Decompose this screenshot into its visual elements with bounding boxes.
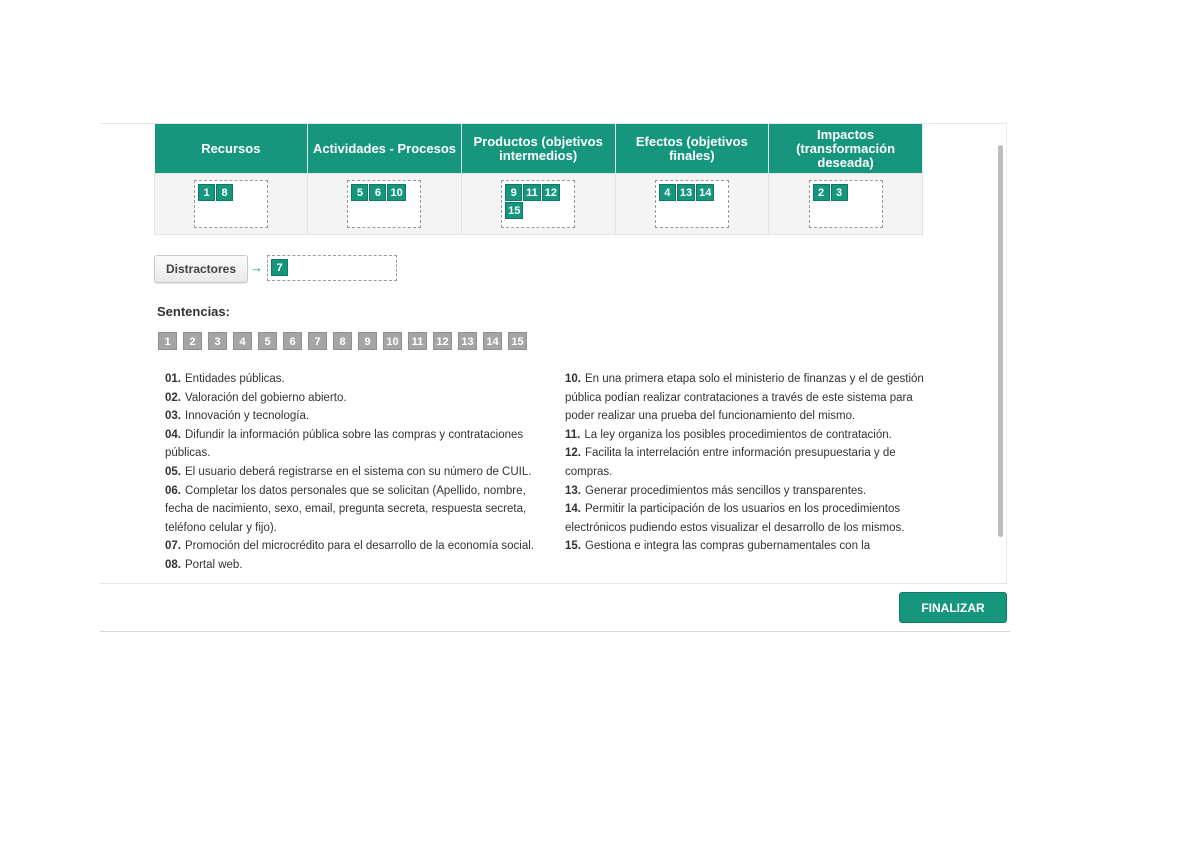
item-number: 05.: [165, 465, 181, 478]
list-item: [165, 556, 553, 575]
item-text: Valoración del gobierno abierto.: [185, 391, 347, 404]
item-text: Entidades públicas.: [185, 373, 285, 385]
item-text: Gestiona e integra las compras gubernamentales con la: [585, 540, 871, 553]
header-actividades: Actividades - Procesos: [308, 124, 462, 174]
scrollbar[interactable]: [998, 145, 1003, 537]
placed-chip[interactable]: 9: [505, 184, 522, 201]
sentence-chip[interactable]: 2: [183, 332, 202, 350]
list-item: [165, 426, 553, 463]
cell-productos: [461, 174, 615, 235]
sentence-chip[interactable]: 11: [408, 332, 427, 350]
placed-chip[interactable]: 11: [523, 184, 541, 201]
item-text: Permitir la participación de los usuarios en los procedimientos electrónicos pudiendo estos visualizar el desarrollo de los mismos.: [565, 503, 905, 534]
item-number: 08.: [165, 558, 181, 571]
list-item: [565, 426, 929, 445]
sentence-chip[interactable]: 4: [233, 332, 252, 350]
header-efectos: Efectos (objetivos finales): [615, 124, 769, 174]
sentence-chip[interactable]: 8: [333, 332, 352, 350]
divider: [100, 631, 1010, 632]
placed-chip[interactable]: 15: [505, 202, 523, 219]
drop-zone-distractores[interactable]: [267, 255, 397, 281]
item-number: 04.: [165, 428, 181, 441]
list-item: [165, 389, 553, 408]
list-item: [565, 444, 929, 481]
sentence-chip[interactable]: 13: [458, 332, 477, 350]
placed-chip[interactable]: 13: [677, 184, 695, 201]
item-text: Innovación y tecnología.: [185, 410, 310, 423]
header-recursos: Recursos: [155, 124, 308, 174]
sentence-chip[interactable]: 3: [208, 332, 227, 350]
item-number: 07.: [165, 540, 181, 553]
placed-chip[interactable]: 5: [351, 184, 368, 201]
cell-recursos: [155, 174, 308, 235]
list-item: [565, 370, 929, 426]
arrow-right-icon: →: [250, 260, 263, 275]
sentence-chip[interactable]: 1: [158, 332, 177, 350]
drop-zone-actividades[interactable]: [347, 180, 421, 228]
drop-zone-impactos[interactable]: [809, 180, 883, 228]
item-text: El usuario deberá registrarse en el sistema con su número de CUIL.: [185, 465, 532, 478]
sentence-chip[interactable]: 15: [508, 332, 527, 350]
sentence-chip[interactable]: 14: [483, 332, 502, 350]
placed-chip[interactable]: 14: [696, 184, 714, 201]
header-impactos: Impactos (transformación deseada): [769, 124, 923, 174]
list-item: [165, 482, 553, 538]
item-text: En una primera etapa solo el ministerio de finanzas y el de gestión pública podían realizar contrataciones a través de este sistema para poder realizar una prueba del funcionamiento del mismo.: [565, 373, 924, 423]
list-item: [165, 537, 553, 556]
sentence-chip-bank: [158, 332, 533, 350]
placed-chip[interactable]: 6: [369, 184, 386, 201]
item-number: 03.: [165, 410, 181, 423]
placed-chip[interactable]: 8: [216, 184, 233, 201]
sentence-chip[interactable]: 9: [358, 332, 377, 350]
cell-impactos: [769, 174, 923, 235]
activity-panel: [100, 123, 1007, 584]
sentence-list-right: [565, 370, 929, 556]
item-text: Promoción del microcrédito para el desarrollo de la economía social.: [185, 540, 535, 553]
header-productos: Productos (objetivos intermedios): [461, 124, 615, 174]
distractores-button[interactable]: Distractores: [154, 255, 248, 283]
item-number: 02.: [165, 391, 181, 404]
classification-grid: [154, 124, 923, 235]
drop-zone-efectos[interactable]: [655, 180, 729, 228]
list-item: [565, 500, 929, 537]
sentences-title: Sentencias:: [157, 304, 230, 319]
cell-efectos: [615, 174, 769, 235]
list-item: [165, 370, 553, 389]
sentence-chip[interactable]: 6: [283, 332, 302, 350]
item-number: 14.: [565, 503, 581, 516]
item-text: Facilita la interrelación entre información presupuestaria y de compras.: [565, 447, 896, 478]
placed-chip[interactable]: 12: [542, 184, 560, 201]
item-text: Completar los datos personales que se solicitan (Apellido, nombre, fecha de nacimiento, sexo, email, pregunta secreta, respuesta secreta, teléfono celular y fijo).: [165, 484, 527, 534]
placed-chip[interactable]: 3: [831, 184, 848, 201]
item-text: Generar procedimientos más sencillos y transparentes.: [585, 484, 867, 497]
placed-chip[interactable]: 7: [271, 259, 288, 276]
sentence-chip[interactable]: 12: [433, 332, 452, 350]
item-number: 10.: [565, 373, 581, 385]
placed-chip[interactable]: 4: [659, 184, 676, 201]
item-text: Portal web.: [185, 558, 243, 571]
placed-chip[interactable]: 10: [387, 184, 405, 201]
item-number: 11.: [565, 428, 581, 441]
list-item: [165, 407, 553, 426]
drop-zone-recursos[interactable]: [194, 180, 268, 228]
item-number: 06.: [165, 484, 181, 497]
sentence-list-left: [165, 370, 553, 575]
list-item: [165, 463, 553, 482]
sentence-chip[interactable]: 7: [308, 332, 327, 350]
item-number: 15.: [565, 540, 581, 553]
placed-chip[interactable]: 1: [198, 184, 215, 201]
item-text: La ley organiza los posibles procedimientos de contratación.: [584, 428, 892, 441]
cell-actividades: [308, 174, 462, 235]
finalizar-button[interactable]: FINALIZAR: [899, 592, 1007, 623]
sentence-chip[interactable]: 5: [258, 332, 277, 350]
item-number: 01.: [165, 373, 181, 385]
placed-chip[interactable]: 2: [813, 184, 830, 201]
list-item: [565, 537, 929, 556]
item-number: 12.: [565, 447, 581, 460]
item-text: Difundir la información pública sobre las compras y contrataciones públicas.: [165, 428, 524, 460]
sentence-chip[interactable]: 10: [383, 332, 402, 350]
drop-zone-productos[interactable]: [501, 180, 575, 228]
item-number: 13.: [565, 484, 581, 497]
list-item: [565, 482, 929, 501]
